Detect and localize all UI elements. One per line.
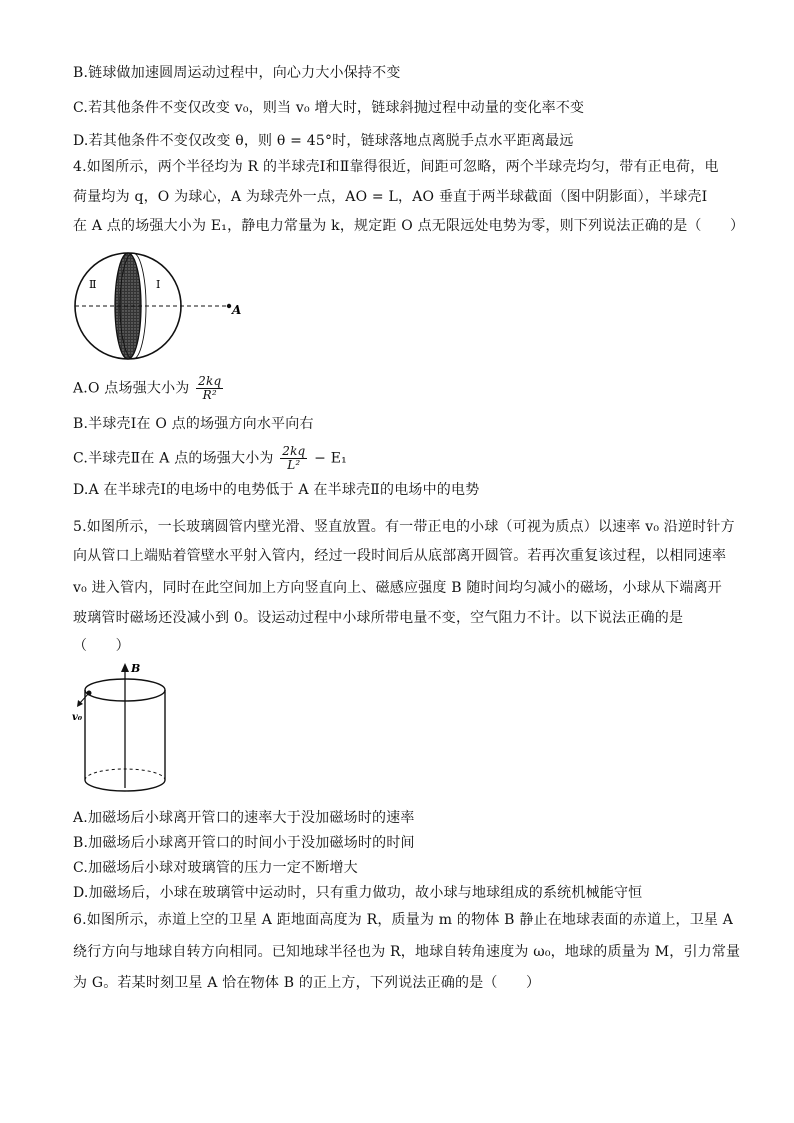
- fraction-2kq-l2: $\frac{2kq}{\text{L²}}$: [282, 444, 306, 472]
- option-5c: C.加磁场后小球对玻璃管的压力一定不断增大: [73, 860, 358, 876]
- option-3d: D.若其他条件不变仅改变 θ，则 θ = 45°时，链球落地点离脱手点水平距离最远: [73, 133, 574, 149]
- option-4a: A.O 点场强大小为 $\frac{2kq}{\text{R²}}$: [73, 374, 222, 402]
- question-6-line-1: 6.如图所示，赤道上空的卫星 A 距地面高度为 R，质量为 m 的物体 B 静止在地球表面的赤道上，卫星 A: [73, 912, 734, 928]
- question-5-line-1: 5.如图所示，一长玻璃圆管内壁光滑、竖直放置。有一带正电的小球（可视为质点）以速率 v₀ 沿逆时针方: [73, 519, 735, 535]
- option-3b: B.链球做加速圆周运动过程中，向心力大小保持不变: [73, 65, 401, 81]
- label-field-b: B: [131, 662, 141, 675]
- question-4-line-1: 4.如图所示，两个半径均为 R 的半球壳Ⅰ和Ⅱ靠得很近，间距可忽略，两个半球壳均匀，带有正电荷，电: [73, 159, 719, 175]
- option-5b: B.加磁场后小球离开管口的时间小于没加磁场时的时间: [73, 835, 415, 851]
- option-5d: D.加磁场后，小球在玻璃管中运动时，只有重力做功，故小球与地球组成的系统机械能守恒: [73, 885, 643, 901]
- option-4d: D.A 在半球壳Ⅰ的电场中的电势低于 A 在半球壳Ⅱ的电场中的电势: [73, 482, 480, 498]
- question-4-line-2: 荷量均为 q，O 为球心，A 为球壳外一点，AO = L，AO 垂直于两半球截面（图中阴影面），半球壳Ⅰ: [73, 189, 708, 205]
- point-a-dot: [227, 304, 231, 308]
- glass-tube-figure: [70, 660, 190, 792]
- label-shell-i: Ⅰ: [156, 278, 161, 291]
- question-5-line-4: 玻璃管时磁场还没减小到 0。设运动过程中小球所带电量不变，空气阻力不计。以下说法正确的是: [73, 610, 684, 626]
- label-shell-ii: Ⅱ: [89, 278, 97, 291]
- label-v0: v₀: [72, 712, 83, 723]
- option-5a: A.加磁场后小球离开管口的速率大于没加磁场时的速率: [73, 810, 415, 826]
- option-3c: C.若其他条件不变仅改变 v₀，则当 v₀ 增大时，链球斜抛过程中动量的变化率不变: [73, 100, 585, 116]
- half-sphere-shells-figure: [71, 250, 243, 362]
- field-b-arrowhead: [121, 663, 129, 672]
- question-6-line-2: 绕行方向与地球自转方向相同。已知地球半径也为 R，地球自转角速度为 ω₀，地球的质量为 M，引力常量: [73, 944, 741, 960]
- fraction-2kq-r2: $\frac{2kq}{\text{R²}}$: [198, 374, 222, 402]
- question-5-bracket: （ ）: [73, 638, 130, 654]
- label-point-a: A: [232, 303, 242, 317]
- question-6-line-3: 为 G。若某时刻卫星 A 恰在物体 B 的正上方，下列说法正确的是（ ）: [73, 975, 541, 991]
- question-4-line-3: 在 A 点的场强大小为 E₁，静电力常量为 k，规定距 O 点无限远处电势为零，则下列说法正确的是（ ）: [73, 218, 745, 234]
- option-4c: C.半球壳Ⅱ在 A 点的场强大小为 $\frac{2kq}{\text{L²}}$ − E₁: [73, 444, 347, 472]
- question-5-line-3: v₀ 进入管内，同时在此空间加上方向竖直向上、磁感应强度 B 随时间均匀减小的磁场，小球从下端离开: [73, 580, 722, 596]
- option-4b: B.半球壳Ⅰ在 O 点的场强方向水平向右: [73, 416, 314, 432]
- question-5-line-2: 向从管口上端贴着管壁水平射入管内，经过一段时间后从底部离开圆管。若再次重复该过程，以相同速率: [73, 548, 727, 564]
